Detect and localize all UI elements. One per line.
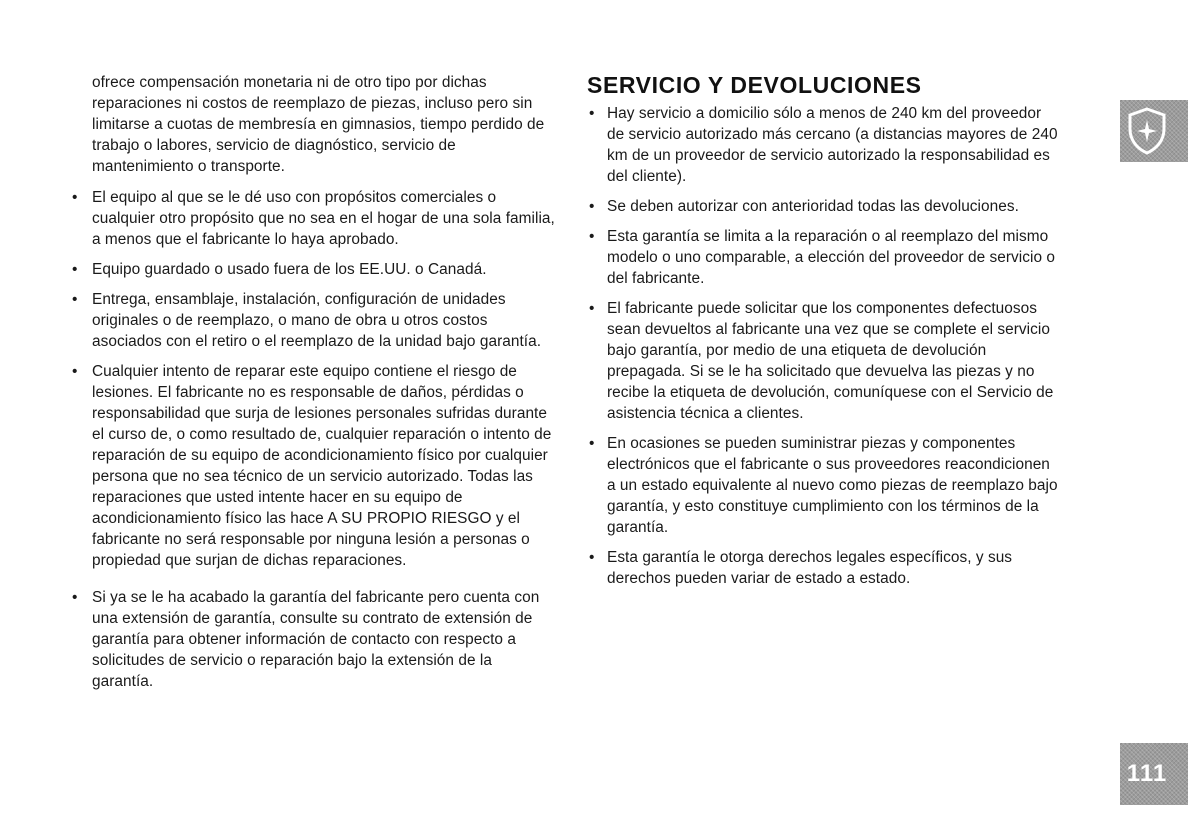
section-tab bbox=[1120, 100, 1188, 162]
list-item bbox=[70, 259, 556, 280]
list-item bbox=[70, 361, 556, 571]
bullet-dot: • bbox=[72, 363, 78, 380]
list-item bbox=[587, 298, 1062, 424]
bullet-dot: • bbox=[589, 105, 595, 122]
bullet-dot: • bbox=[72, 291, 78, 308]
list-item-text: Equipo guardado o usado fuera de los EE.UU. o Canadá. bbox=[92, 261, 487, 278]
bullet-dot: • bbox=[589, 228, 595, 245]
list-item-text: Si ya se le ha acabado la garantía del fabricante pero cuenta con una extensión de garantía, consulte su contrato de extensión de garantía para obtener información de contacto con respecto a solicitudes de servicio o reparación bajo la extensión de la garantía. bbox=[92, 589, 540, 690]
list-item-text: El equipo al que se le dé uso con propósitos comerciales o cualquier otro propósito que no sea en el hogar de una sola familia, a menos que el fabricante lo haya aprobado. bbox=[92, 189, 555, 248]
list-item bbox=[587, 103, 1062, 187]
bullet-dot: • bbox=[72, 261, 78, 278]
right-column bbox=[587, 72, 1062, 598]
page-number: 111 bbox=[1126, 760, 1168, 787]
list-item bbox=[587, 433, 1062, 538]
list-item bbox=[587, 196, 1062, 217]
bullet-dot: • bbox=[72, 189, 78, 206]
right-bullet-list bbox=[587, 103, 1062, 589]
list-item bbox=[70, 187, 556, 250]
list-item-text: Entrega, ensamblaje, instalación, configuración de unidades originales o de reemplazo, o mano de obra u otros costos asociados con el retiro o el reemplazo de la unidad bajo garantía. bbox=[92, 291, 542, 350]
bullet-dot: • bbox=[589, 549, 595, 566]
list-item-text: Hay servicio a domicilio sólo a menos de 240 km del proveedor de servicio autorizado más cercano (a distancias mayores de 240 km de un proveedor de servicio autorizado la responsabilidad es del cliente). bbox=[607, 105, 1058, 185]
intro-paragraph: ofrece compensación monetaria ni de otro tipo por dichas reparaciones ni costos de reemplazo de piezas, incluso pero sin limitarse a cuotas de membresía en gimnasios, tiempo perdido de trabajo o labores, servicio de diagnóstico, servicio de mantenimiento o transporte. bbox=[92, 74, 545, 175]
list-item-text: En ocasiones se pueden suministrar piezas y componentes electrónicos que el fabricante o sus proveedores reacondicionen a un estado equivalente al nuevo como piezas de reemplazo bajo garantía, y esto constituye cumplimiento con los términos de la garantía. bbox=[607, 435, 1058, 536]
left-column bbox=[70, 72, 556, 701]
shield-plus-icon bbox=[1126, 107, 1168, 155]
page-number-tab bbox=[1120, 743, 1188, 805]
list-item-text: Esta garantía le otorga derechos legales específicos, y sus derechos pueden variar de estado a estado. bbox=[607, 549, 1013, 587]
left-bullet-list bbox=[70, 187, 556, 692]
list-item bbox=[70, 587, 556, 692]
list-item-text: El fabricante puede solicitar que los componentes defectuosos sean devueltos al fabricante una vez que se complete el servicio bajo garantía, por medio de una etiqueta de devolución prepagada. Si se le ha solicitado que devuelva las piezas y no recibe la etiqueta de devolución, comuníquese con el Servicio de asistencia técnica a clientes. bbox=[607, 300, 1054, 422]
bullet-dot: • bbox=[72, 589, 78, 606]
section-title: SERVICIO Y DEVOLUCIONES bbox=[587, 72, 922, 98]
list-item bbox=[70, 289, 556, 352]
list-item-text: Cualquier intento de reparar este equipo contiene el riesgo de lesiones. El fabricante no es responsable de daños, pérdidas o responsabilidad que surja de lesiones personales sufridas durante el curso de, o como resultado de, cualquier reparación o intento de reparación de su equipo de acondicionamiento físico por cualquier persona que no sea técnico de un servicio autorizado. Todas las reparaciones que usted intente hacer en su equipo de acondicionamiento físico las hace A SU PROPIO RIESGO y el fabricante no será responsable por ninguna lesión a personas o propiedad que surjan de dichas reparaciones. bbox=[92, 363, 552, 569]
bullet-dot: • bbox=[589, 300, 595, 317]
list-item bbox=[587, 547, 1062, 589]
bullet-dot: • bbox=[589, 435, 595, 452]
list-item-text: Esta garantía se limita a la reparación o al reemplazo del mismo modelo o uno comparable, a elección del proveedor de servicio o del fabricante. bbox=[607, 228, 1056, 287]
bullet-dot: • bbox=[589, 198, 595, 215]
list-item-text: Se deben autorizar con anterioridad todas las devoluciones. bbox=[607, 198, 1019, 215]
list-item bbox=[587, 226, 1062, 289]
